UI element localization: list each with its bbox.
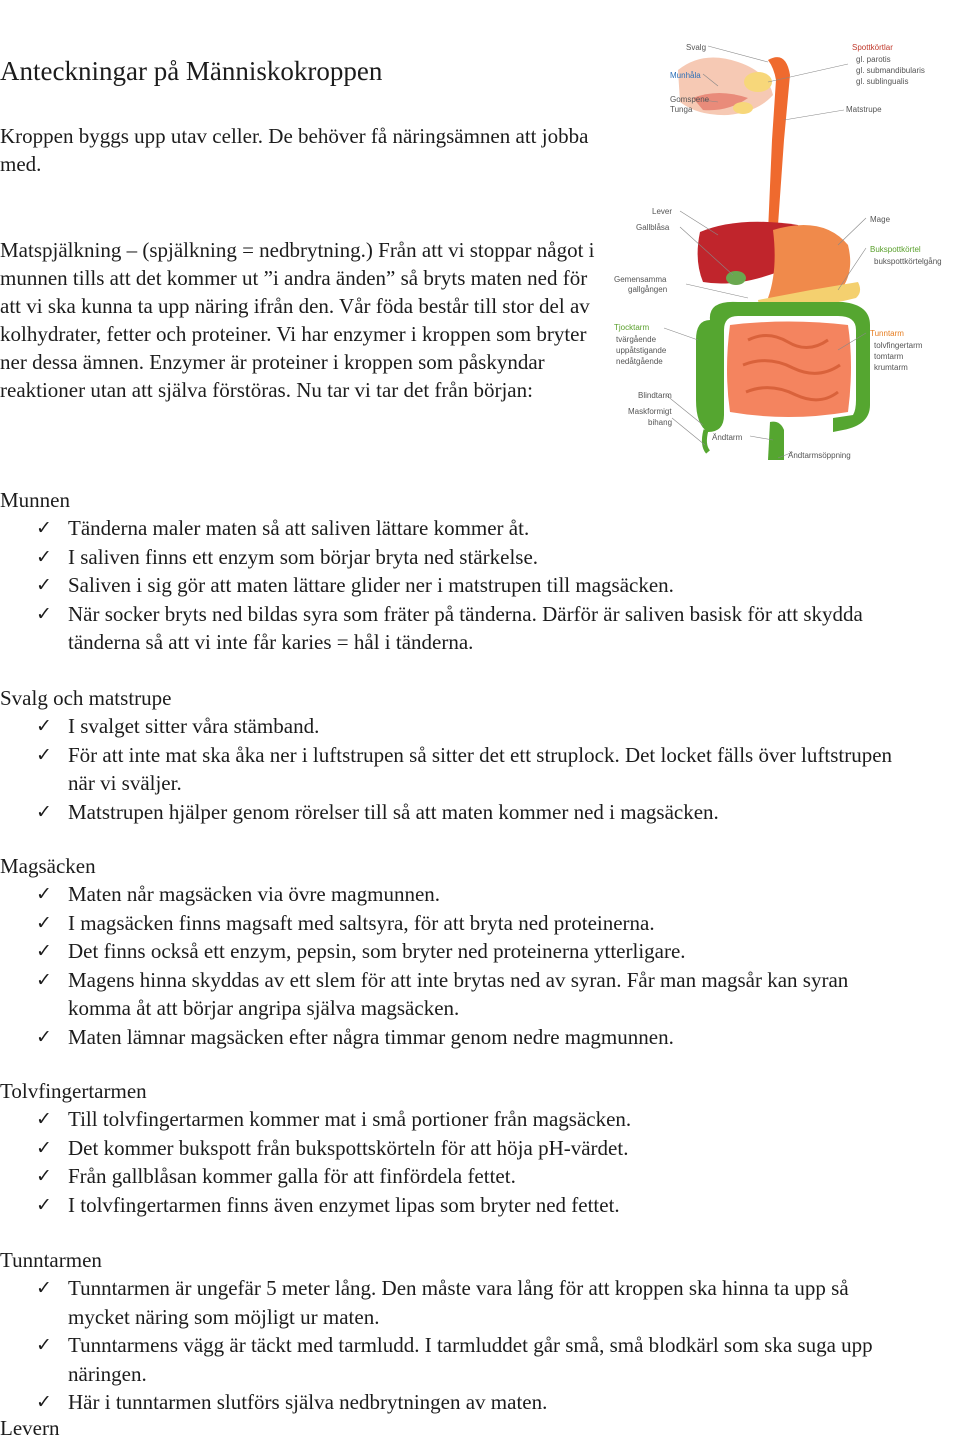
list-item: ✓ I saliven finns ett enzym som börjar bryta ned stärkelse. (0, 543, 960, 572)
diagram-label: nedåtgående (616, 357, 663, 366)
diagram-label: Tunga (670, 105, 693, 114)
diagram-label: Spottkörtlar (852, 43, 893, 52)
list-item: ✓ Tunntarmen är ungefär 5 meter lång. Den måste vara lång för att kroppen ska hinna ta upp så mycket näring som möjligt ur maten. (36, 1276, 849, 1329)
list-item: ✓ I magsäcken finns magsaft med saltsyra, för att bryta ned proteinerna. (0, 909, 960, 938)
appendix-shape (704, 430, 708, 452)
gallbladder-shape (726, 271, 746, 285)
diagram-label: gallgången (628, 285, 668, 294)
diagram-label: Blindtarm (638, 391, 672, 400)
list-item: ✓ Matstrupen hjälper genom rörelser till så att maten kommer ned i magsäcken. (0, 798, 960, 827)
diagram-label: gl. parotis (856, 55, 891, 64)
list-item: ✓ Tänderna maler maten så att saliven lättare kommer åt. (0, 514, 960, 543)
checkmark-icon: ✓ (36, 968, 52, 991)
list-item: ✓ Det finns också ett enzym, pepsin, som bryter ned proteinerna ytterligare. (0, 937, 960, 966)
section-heading: Levern (0, 1416, 60, 1440)
diagram-label: bukspottkörtelgång (874, 257, 942, 266)
checkmark-icon: ✓ (36, 1025, 52, 1048)
checkmark-icon: ✓ (36, 1334, 52, 1356)
list-item: ✓ Maten når magsäcken via övre magmunnen. (0, 880, 960, 909)
diagram-label: gl. submandibularis (856, 66, 925, 75)
section-heading: Svalg och matstrupe (0, 686, 172, 710)
diagram-label: Maskformigt (628, 407, 672, 416)
diagram-label: Tjocktarm (614, 323, 650, 332)
section-tunntarmen (0, 1246, 960, 1417)
diagram-label: krumtarm (874, 363, 908, 372)
intro-paragraph: Matspjälkning – (spjälkning = nedbrytning.) Från att vi stoppar något i munnen tills att det kommer ut ”i andra änden” så bryts maten ned för att vi ska kunna ta upp näring ifrån den. Vår föda består till stor del av kolhydrater, fetter och proteiner. Vi har enzymer i kroppen som bryter ner dessa ämnen. Enzymer är proteiner i kroppen som påskyndar reaktioner utan att själva förstöras. Nu tar vi tar det från början: (0, 238, 595, 402)
diagram-label: Bukspottkörtel (870, 245, 921, 254)
checkmark-icon: ✓ (36, 715, 52, 737)
diagram-label: Lever (652, 207, 673, 216)
list-item: ✓ Till tolvfingertarmen kommer mat i små portioner från magsäcken. (0, 1105, 960, 1134)
checkmark-icon: ✓ (36, 1391, 52, 1413)
section-magsacken (0, 852, 960, 1051)
checkmark-icon: ✓ (36, 1165, 52, 1187)
checkmark-icon: ✓ (36, 517, 52, 539)
section-heading: Tunntarmen (0, 1248, 102, 1272)
list-item: ✓ I svalget sitter våra stämband. (0, 712, 960, 741)
list-item: ✓ Här i tunntarmen slutförs själva nedbrytningen av maten. (0, 1388, 960, 1417)
list-item: ✓ Magens hinna skyddas av ett slem för att inte brytas ned av syran. Får man magsår kan syran komma åt att börjar angripa själva magsäcken. (36, 967, 849, 1020)
section-svalg (0, 684, 960, 826)
list-item: ✓ I tolvfingertarmen finns även enzymet lipas som bryter ned fettet. (0, 1191, 960, 1220)
diagram-label: tolvfingertarm (874, 341, 923, 350)
checkmark-icon: ✓ (36, 911, 52, 934)
list-item: ✓ Från gallblåsan kommer galla för att finfördela fettet. (0, 1162, 960, 1191)
list-item: ✓ Saliven i sig gör att maten lättare glider ner i matstrupen till magsäcken. (0, 571, 960, 600)
checkmark-icon: ✓ (36, 545, 52, 568)
list-item: ✓ För att inte mat ska åka ner i luftstrupen så sitter det ett struplock. Det locket fälls över luftstrupen när vi sväljer. (36, 742, 893, 795)
list-item: ✓ När socker bryts ned bildas syra som fräter på tänderna. Därför är saliven basisk för att skydda tänderna så att vi inte får karies = hål i tänderna. (36, 601, 863, 654)
diagram-label: Svalg (686, 43, 707, 52)
intro-paragraph: Kroppen byggs upp utav celler. De behöver få näringsämnen att jobba med. (0, 124, 589, 176)
diagram-label: uppåtstigande (616, 346, 667, 355)
list-item: ✓ Det kommer bukspott från bukspottskörteln för att höja pH-värdet. (0, 1134, 960, 1163)
diagram-label: bihang (648, 418, 673, 427)
list-item: ✓ Tunntarmens vägg är täckt med tarmludd. I tarmluddet går små, små blodkärl som ska suga upp näringen. (36, 1333, 873, 1386)
digestive-system-diagram (608, 20, 960, 470)
checkmark-icon: ✓ (36, 1108, 52, 1130)
section-tolvfingertarmen (0, 1077, 960, 1219)
section-heading: Tolvfingertarmen (0, 1079, 147, 1103)
rectum-shape (768, 422, 784, 460)
checkmark-icon: ✓ (36, 800, 52, 823)
diagram-label: Gemensamma (614, 275, 667, 284)
diagram-label: Tunntarm (870, 329, 904, 338)
checkmark-icon: ✓ (36, 940, 52, 962)
section-heading: Magsäcken (0, 854, 96, 878)
checkmark-icon: ✓ (36, 602, 52, 625)
section-munnen (0, 486, 960, 657)
checkmark-icon: ✓ (36, 743, 52, 766)
salivary-gland-shape (744, 72, 772, 92)
checkmark-icon: ✓ (36, 1193, 52, 1216)
diagram-label: Mage (870, 215, 891, 224)
list-item: ✓ Maten lämnar magsäcken efter några timmar genom nedre magmunnen. (0, 1023, 960, 1052)
diagram-label: tvärgående (616, 335, 657, 344)
page-title: Anteckningar på Människokroppen (0, 56, 383, 86)
checkmark-icon: ✓ (36, 574, 52, 596)
checkmark-icon: ✓ (36, 1136, 52, 1159)
section-heading: Munnen (0, 488, 70, 512)
diagram-label: tomtarm (874, 352, 904, 361)
diagram-label: Matstrupe (846, 105, 882, 114)
diagram-label: Munhåla (670, 71, 701, 80)
diagram-label: Gomspene (670, 95, 710, 104)
diagram-label: Ändtarmsöppning (788, 451, 851, 460)
diagram-label: Ändtarm (712, 433, 743, 442)
diagram-label: Gallblåsa (636, 223, 670, 232)
checkmark-icon: ✓ (36, 883, 52, 905)
diagram-label: gl. sublingualis (856, 77, 909, 86)
checkmark-icon: ✓ (36, 1277, 52, 1299)
salivary-gland-shape (733, 102, 753, 114)
